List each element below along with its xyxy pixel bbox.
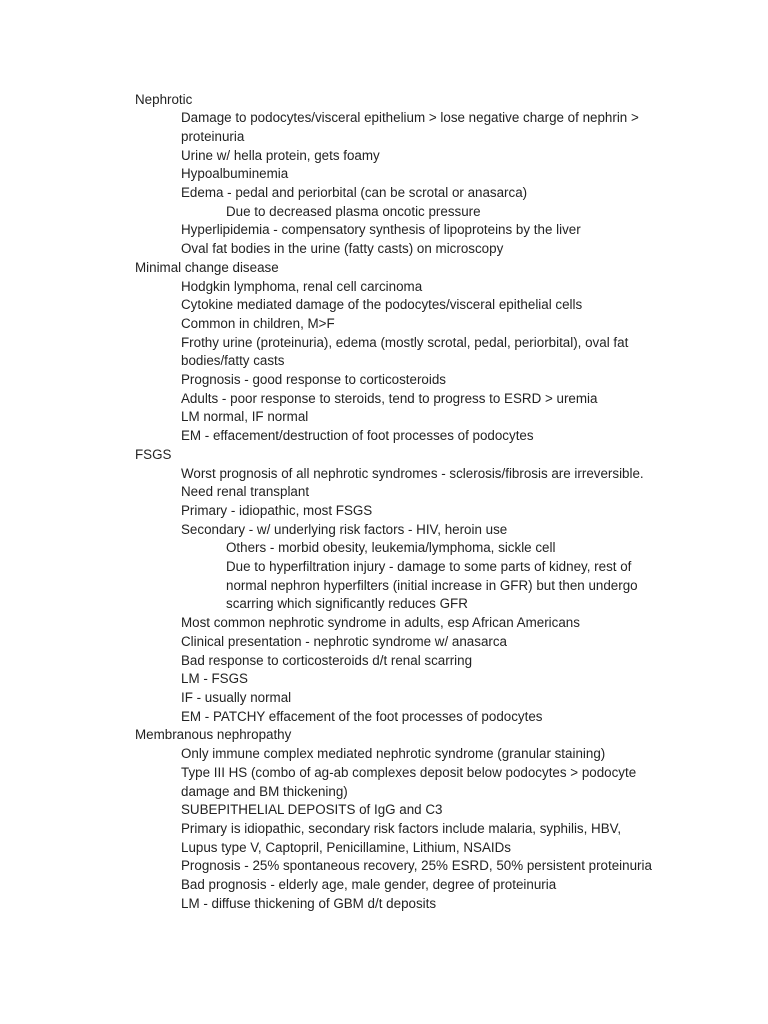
list-item <box>0 801 661 820</box>
sub-list-item-text: Others - morbid obesity, leukemia/lymphoma, sickle cell <box>226 540 556 556</box>
sub-list-item <box>0 539 656 558</box>
sub-list-item-text: Due to hyperfiltration injury - damage to some parts of kidney, rest of normal nephron hyperfilters (initial increase in GFR) but then undergo scarring which significantly reduces GFR <box>226 559 638 612</box>
list-item <box>0 633 661 652</box>
list-item <box>0 334 661 371</box>
list-item <box>0 408 661 427</box>
list-item-text: Bad response to corticosteroids d/t renal scarring <box>181 652 473 668</box>
list-item-text: Cytokine mediated damage of the podocytes/visceral epithelial cells <box>181 297 583 313</box>
section-heading <box>0 259 660 278</box>
list-item <box>0 165 661 184</box>
list-item <box>0 465 661 502</box>
list-item <box>0 670 661 689</box>
list-item <box>0 708 661 727</box>
section-heading-text: FSGS <box>135 446 172 462</box>
list-item-text: SUBEPITHELIAL DEPOSITS of IgG and C3 <box>181 802 443 818</box>
section-heading-text: Nephrotic <box>135 91 193 107</box>
list-item <box>0 184 661 203</box>
list-item-text: Secondary - w/ underlying risk factors - HIV, heroin use <box>181 521 508 537</box>
list-item-text: LM normal, IF normal <box>181 409 309 425</box>
list-item-text: EM - effacement/destruction of foot processes of podocytes <box>181 428 534 444</box>
list-item <box>0 614 661 633</box>
list-item <box>0 820 661 857</box>
list-item <box>0 521 661 540</box>
section-heading-text: Membranous nephropathy <box>135 727 292 743</box>
list-item <box>0 371 661 390</box>
list-item-text: Oval fat bodies in the urine (fatty casts) on microscopy <box>181 241 504 257</box>
list-item <box>0 109 661 146</box>
list-item <box>0 427 661 446</box>
list-item <box>0 315 661 334</box>
list-item-text: Primary is idiopathic, secondary risk factors include malaria, syphilis, HBV, Lupus type V, Captopril, Penicillamine, Lithium, NSAIDs <box>181 820 622 855</box>
list-item <box>0 147 661 166</box>
list-item <box>0 689 661 708</box>
list-item <box>0 857 661 876</box>
list-item-text: Hypoalbuminemia <box>181 166 289 182</box>
list-item-text: EM - PATCHY effacement of the foot processes of podocytes <box>181 708 543 724</box>
section-heading <box>0 446 660 465</box>
list-item-text: Prognosis - 25% spontaneous recovery, 25% ESRD, 50% persistent proteinuria <box>181 858 652 874</box>
section-heading-text: Minimal change disease <box>135 259 279 275</box>
list-item <box>0 502 661 521</box>
list-item-text: Type III HS (combo of ag-ab complexes deposit below podocytes > podocyte damage and BM thickening) <box>181 764 637 799</box>
sub-list-item <box>0 203 656 222</box>
list-item-text: Adults - poor response to steroids, tend to progress to ESRD > uremia <box>181 390 598 406</box>
list-item-text: Primary - idiopathic, most FSGS <box>181 502 373 518</box>
list-item-text: LM - diffuse thickening of GBM d/t deposits <box>181 895 437 911</box>
list-item-text: Worst prognosis of all nephrotic syndromes - sclerosis/fibrosis are irreversible. Need renal transplant <box>181 465 644 500</box>
list-item-text: Hyperlipidemia - compensatory synthesis of lipoproteins by the liver <box>181 222 581 238</box>
list-item-text: Damage to podocytes/visceral epithelium > lose negative charge of nephrin > proteinuria <box>181 110 639 144</box>
list-item-text: Common in children, M>F <box>181 315 335 331</box>
sub-list-item-text: Due to decreased plasma oncotic pressure <box>226 203 481 219</box>
list-item-text: Most common nephrotic syndrome in adults, esp African Americans <box>181 615 580 631</box>
list-item <box>0 296 661 315</box>
list-item <box>0 652 661 671</box>
list-item <box>0 895 661 914</box>
list-item-text: Hodgkin lymphoma, renal cell carcinoma <box>181 278 423 294</box>
list-item-text: Frothy urine (proteinuria), edema (mostly scrotal, pedal, periorbital), oval fat bodies/fatty casts <box>181 334 629 369</box>
list-item-text: Edema - pedal and periorbital (can be scrotal or anasarca) <box>181 185 528 201</box>
section-heading <box>0 91 660 110</box>
list-item <box>0 221 661 240</box>
section-heading <box>0 726 660 745</box>
list-item <box>0 390 661 409</box>
list-item <box>0 240 661 259</box>
list-item-text: Only immune complex mediated nephrotic syndrome (granular staining) <box>181 746 606 762</box>
list-item <box>0 278 661 297</box>
list-item-text: LM - FSGS <box>181 671 248 687</box>
list-item-text: Clinical presentation - nephrotic syndrome w/ anasarca <box>181 633 507 649</box>
list-item-text: IF - usually normal <box>181 690 292 705</box>
list-item-text: Prognosis - good response to corticosteroids <box>181 372 446 388</box>
list-item <box>0 876 661 895</box>
list-item <box>0 745 661 764</box>
sub-list-item <box>0 558 656 614</box>
list-item-text: Urine w/ hella protein, gets foamy <box>181 147 380 163</box>
list-item-text: Bad prognosis - elderly age, male gender, degree of proteinuria <box>181 877 557 893</box>
list-item <box>0 764 661 801</box>
